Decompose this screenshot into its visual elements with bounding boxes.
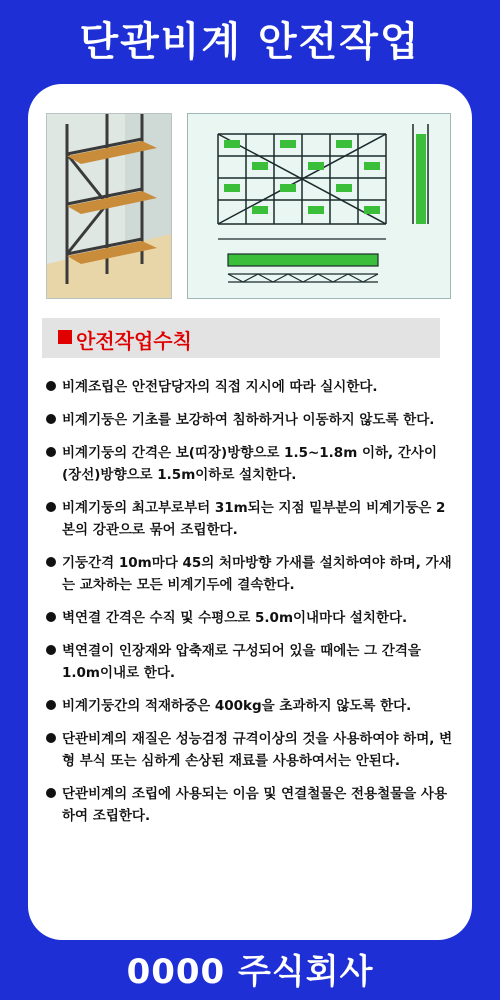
list-item [46,409,456,431]
list-item [46,442,456,486]
list-item [46,728,456,772]
list-item [46,695,456,717]
list-item [46,376,456,398]
company-name: 0000 주식회사 [126,952,374,992]
bullet-dot-icon [46,612,56,622]
list-item [46,552,456,596]
bullet-dot-icon [46,733,56,743]
bullet-dot-icon [46,700,56,710]
page-title: 단관비계 안전작업 [79,19,421,65]
scaffold-elevation-diagram-icon [187,113,451,299]
list-item [46,640,456,684]
bullet-dot-icon [46,502,56,512]
rule-text: 벽연결 간격은 수직 및 수평으로 5.0m이내마다 설치한다. [62,610,408,626]
rule-text: 단관비계의 재질은 성능검정 규격이상의 것을 사용하여야 하며, 변형 부식 또는 심하게 손상된 재료를 사용하여서는 안된다. [62,731,453,769]
rule-text: 비계기둥간의 적재하중은 400kg을 초과하지 않도록 한다. [62,698,412,714]
bullet-dot-icon [46,645,56,655]
bullet-dot-icon [46,414,56,424]
list-item [46,497,456,541]
section-title: 안전작업수칙 [76,329,192,353]
list-item [46,607,456,629]
red-square-icon [58,330,72,344]
bullet-dot-icon [46,381,56,391]
rule-text: 비계조립은 안전담당자의 직접 지시에 따라 실시한다. [62,379,378,395]
rule-text: 비계기둥의 간격은 보(띠장)방향으로 1.5~1.8m 이하, 간사이(장선)방향으로 1.5m이하로 설치한다. [62,445,437,483]
bullet-dot-icon [46,447,56,457]
rules-list [46,376,456,838]
section-header [42,318,440,358]
scaffold-illustration-icon [46,113,172,299]
bullet-dot-icon [46,788,56,798]
rule-text: 비계기둥은 기초를 보강하여 침하하거나 이동하지 않도록 한다. [62,412,435,428]
rule-text: 비계기둥의 최고부로부터 31m되는 지점 밑부분의 비계기둥은 2본의 강관으로 묶어 조립한다. [62,500,446,538]
bullet-dot-icon [46,557,56,567]
rule-text: 단관비계의 조립에 사용되는 이음 및 연결철물은 전용철물을 사용하여 조립한다. [62,786,448,824]
list-item [46,783,456,827]
rule-text: 기둥간격 10m마다 45의 처마방향 가새를 설치하여야 하며, 가새는 교차하는 모든 비계기두에 결속한다. [62,555,452,593]
rule-text: 벽연결이 인장재와 압축재로 구성되어 있을 때에는 그 간격을 1.0m이내로 한다. [62,643,421,681]
